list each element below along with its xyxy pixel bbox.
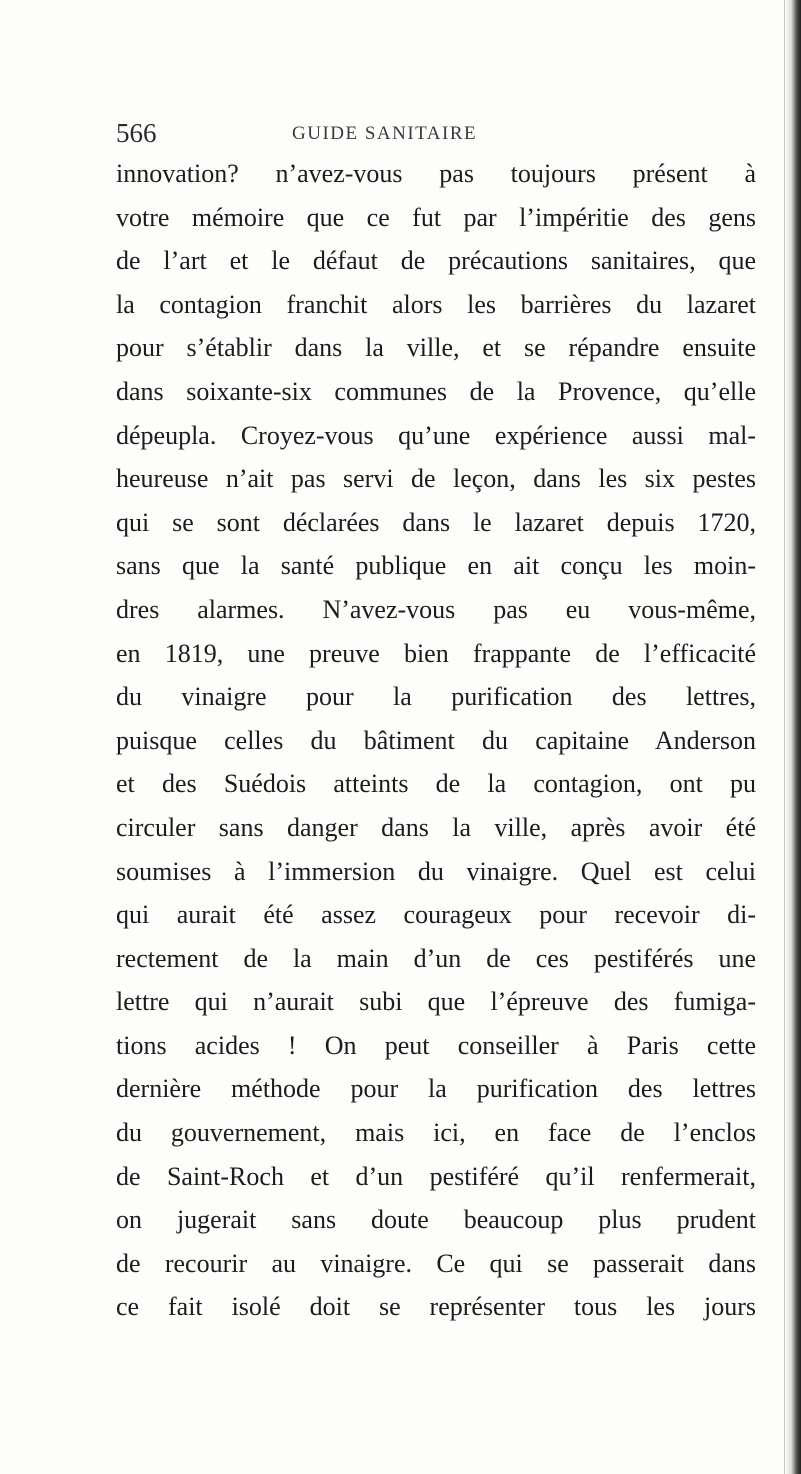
text-line: et des Suédois atteints de la contagion, ont pu <box>116 769 756 799</box>
running-head <box>116 116 756 150</box>
text-line: rectement de la main d’un de ces pestiférés une <box>116 943 756 973</box>
text-line: heureuse n’ait pas servi de leçon, dans les six pestes <box>116 464 756 494</box>
text-line: qui aurait été assez courageux pour recevoir di- <box>116 900 756 930</box>
page-number: 566 <box>116 118 157 148</box>
text-line: circuler sans danger dans la ville, après avoir été <box>116 812 756 842</box>
text-line: qui se sont déclarées dans le lazaret depuis 1720, <box>116 507 756 537</box>
page-edge-shadow <box>785 0 801 1474</box>
text-line: innovation? n’avez-vous pas toujours présent à <box>116 159 756 188</box>
text-line: en 1819, une preuve bien frappante de l’efficacité <box>116 638 756 668</box>
text-line: ce fait isolé doit se représenter tous les jours <box>116 1292 756 1322</box>
text-line: pour s’établir dans la ville, et se répandre ensuite <box>116 333 756 363</box>
text-line: de l’art et le défaut de précautions sanitaires, que <box>116 246 756 276</box>
text-line: on jugerait sans doute beaucoup plus prudent <box>116 1205 756 1235</box>
text-line: puisque celles du bâtiment du capitaine Anderson <box>116 725 756 755</box>
text-line: de Saint-Roch et d’un pestiféré qu’il renfermerait, <box>116 1161 756 1191</box>
running-title: GUIDE SANITAIRE <box>292 123 478 144</box>
text-line: la contagion franchit alors les barrières du lazaret <box>116 289 756 319</box>
text-line: sans que la santé publique en ait conçu les moin- <box>116 551 756 581</box>
text-line: lettre qui n’aurait subi que l’épreuve des fumiga- <box>116 987 756 1017</box>
text-line: du vinaigre pour la purification des lettres, <box>116 682 756 712</box>
body-text <box>116 152 756 1329</box>
text-line: dres alarmes. N’avez-vous pas eu vous-même, <box>116 594 756 624</box>
text-line: tions acides ! On peut conseiller à Paris cette <box>116 1030 756 1060</box>
text-line: soumises à l’immersion du vinaigre. Quel est celui <box>116 856 756 886</box>
text-line: dans soixante-six communes de la Provence, qu’elle <box>116 376 756 406</box>
text-line: du gouvernement, mais ici, en face de l’enclos <box>116 1118 756 1148</box>
text-line: de recourir au vinaigre. Ce qui se passerait dans <box>116 1248 756 1278</box>
text-line: dépeupla. Croyez-vous qu’une expérience aussi mal- <box>116 420 756 450</box>
text-line: dernière méthode pour la purification des lettres <box>116 1074 756 1104</box>
text-line: votre mémoire que ce fut par l’impéritie des gens <box>116 202 756 232</box>
